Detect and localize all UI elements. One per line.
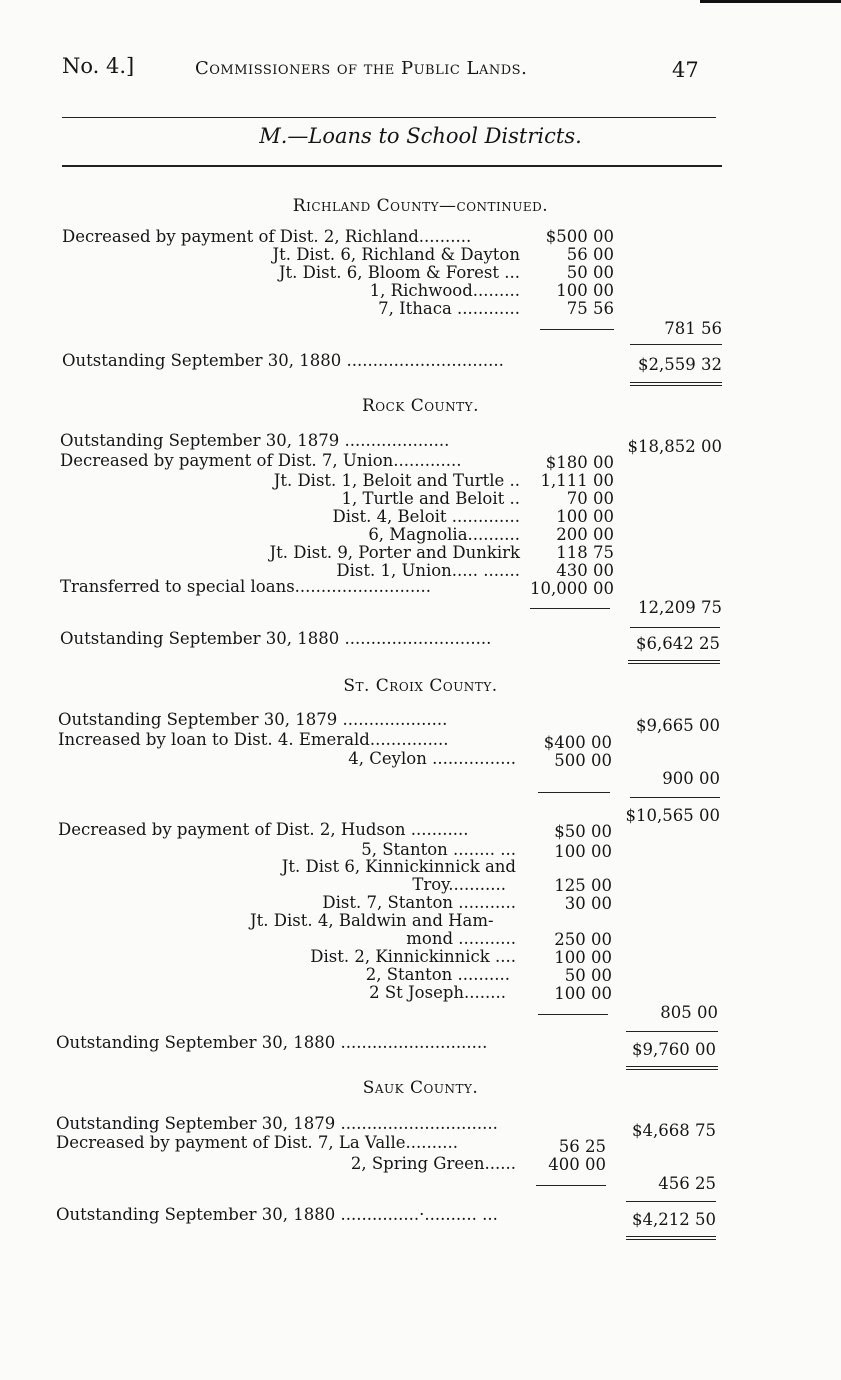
header-rule (62, 117, 716, 118)
rock-line-amount: 200 00 (556, 525, 614, 544)
sauk-line-label: 2, Spring Green...... (350, 1154, 516, 1173)
rock-line-amount: 1,111 00 (540, 471, 614, 490)
rock-outstanding-amount: $6,642 25 (636, 634, 720, 653)
section-title: M.—Loans to School Districts. (259, 124, 582, 148)
total-rule (626, 1201, 716, 1202)
sauk-outstanding-label: Outstanding September 30, 1880 ...............·.......... ... (56, 1205, 498, 1224)
page-number: 47 (672, 58, 699, 82)
stcroix-decrease-amount: 50 00 (564, 966, 612, 985)
richland-line-label: 7, Ithaca ............ (378, 299, 520, 318)
total-rule (626, 1031, 718, 1032)
sauk-line-amount: 56 25 (558, 1137, 606, 1156)
rock-subtotal: 12,209 75 (638, 598, 722, 617)
subtotal-rule (538, 792, 610, 793)
rock-opening-label: Outstanding September 30, 1879 .................... (60, 431, 450, 450)
title-rule (62, 165, 722, 167)
stcroix-increase-label: 4, Ceylon ................ (348, 749, 516, 768)
sauk-line-amount: 400 00 (548, 1155, 606, 1174)
double-rule (626, 1236, 716, 1240)
double-rule (630, 382, 722, 386)
county-heading-sauk: Sauk County. (362, 1078, 479, 1098)
richland-line-amount: 75 56 (566, 299, 614, 318)
county-heading-rock: Rock County. (362, 396, 479, 416)
county-heading-richland: Richland County—continued. (292, 196, 549, 216)
stcroix-decrease-label: Decreased by payment of Dist. 2, Hudson ........... (58, 820, 469, 839)
stcroix-decrease-total: 805 00 (660, 1003, 718, 1022)
sauk-opening-amount: $4,668 75 (632, 1121, 716, 1140)
double-rule (626, 1066, 718, 1070)
richland-line-amount: $500 00 (545, 227, 614, 246)
rock-line-amount: 430 00 (556, 561, 614, 580)
stcroix-decrease-amount: 100 00 (554, 842, 612, 861)
stcroix-decrease-amount: 125 00 (554, 876, 612, 895)
richland-line-label: 1, Richwood......... (369, 281, 520, 300)
richland-line-amount: 56 00 (566, 245, 614, 264)
subtotal-rule (536, 1185, 606, 1186)
stcroix-decrease-label: mond ........... (406, 929, 516, 948)
rock-line-amount: 70 00 (566, 489, 614, 508)
richland-outstanding-label: Outstanding September 30, 1880 .............................. (62, 351, 504, 370)
rock-line-label: Transferred to special loans.......................... (60, 577, 432, 596)
stcroix-increase-total: 900 00 (662, 769, 720, 788)
sauk-line-label: Decreased by payment of Dist. 7, La Valle.......... (56, 1133, 458, 1152)
stcroix-decrease-amount: 30 00 (564, 894, 612, 913)
stcroix-outstanding-label: Outstanding September 30, 1880 ............................ (56, 1033, 488, 1052)
stcroix-decrease-label: 5, Stanton ........ ... (361, 840, 516, 859)
rock-line-label: 6, Magnolia.......... (368, 525, 520, 544)
stcroix-decrease-amount: 100 00 (554, 984, 612, 1003)
stcroix-outstanding-amount: $9,760 00 (632, 1040, 716, 1059)
rock-line-label: Dist. 1, Union..... ....... (336, 561, 520, 580)
sauk-subtotal: 456 25 (658, 1174, 716, 1193)
subtotal-rule (540, 329, 614, 330)
rock-line-amount: 100 00 (556, 507, 614, 526)
subtotal-rule (538, 1014, 608, 1015)
rock-line-amount: 10,000 00 (530, 579, 614, 598)
top-edge-rule (700, 0, 841, 3)
stcroix-decrease-label: 2, Stanton .......... (365, 965, 510, 984)
richland-line-amount: 100 00 (556, 281, 614, 300)
subtotal-rule (530, 608, 610, 609)
stcroix-running-total: $10,565 00 (625, 806, 720, 825)
total-rule (630, 344, 722, 345)
stcroix-increase-label: Increased by loan to Dist. 4. Emerald............... (58, 730, 449, 749)
double-rule (628, 660, 720, 664)
total-rule (630, 797, 720, 798)
richland-line-label: Jt. Dist. 6, Richland & Dayton (272, 245, 520, 264)
stcroix-increase-amount: $400 00 (543, 733, 612, 752)
rock-line-label: Dist. 4, Beloit ............. (332, 507, 520, 526)
stcroix-decrease-amount: 100 00 (554, 948, 612, 967)
rock-opening-amount: $18,852 00 (627, 437, 722, 456)
sauk-opening-label: Outstanding September 30, 1879 .............................. (56, 1114, 498, 1133)
richland-line-label: Jt. Dist. 6, Bloom & Forest ... (278, 263, 520, 282)
rock-line-label: Jt. Dist. 9, Porter and Dunkirk (269, 543, 520, 562)
richland-line-amount: 50 00 (566, 263, 614, 282)
rock-line-label: 1, Turtle and Beloit .. (341, 489, 520, 508)
rock-line-amount: 118 75 (556, 543, 614, 562)
richland-subtotal: 781 56 (664, 319, 722, 338)
richland-outstanding-amount: $2,559 32 (638, 355, 722, 374)
stcroix-decrease-label: Troy........... (412, 875, 506, 894)
richland-line-label: Decreased by payment of Dist. 2, Richland.......... (62, 227, 472, 246)
county-heading-st-croix: St. Croix County. (343, 676, 498, 696)
running-head: Commissioners of the Public Lands. (195, 58, 528, 79)
stcroix-decrease-label: Dist. 2, Kinnickinnick .... (310, 947, 516, 966)
stcroix-decrease-label: 2 St Joseph........ (369, 983, 506, 1002)
rock-line-label: Jt. Dist. 1, Beloit and Turtle .. (273, 471, 520, 490)
stcroix-opening-label: Outstanding September 30, 1879 .................... (58, 710, 448, 729)
rock-outstanding-label: Outstanding September 30, 1880 ............................ (60, 629, 492, 648)
total-rule (630, 627, 720, 628)
stcroix-decrease-label: Jt. Dist 6, Kinnickinnick and (281, 857, 516, 876)
stcroix-opening-amount: $9,665 00 (636, 716, 720, 735)
stcroix-decrease-label: Dist. 7, Stanton ........... (322, 893, 516, 912)
rock-line-amount: $180 00 (545, 453, 614, 472)
stcroix-decrease-amount: 250 00 (554, 930, 612, 949)
stcroix-decrease-amount: $50 00 (554, 822, 612, 841)
rock-line-label: Decreased by payment of Dist. 7, Union............. (60, 451, 462, 470)
sauk-outstanding-amount: $4,212 50 (632, 1210, 716, 1229)
stcroix-decrease-label: Jt. Dist. 4, Baldwin and Ham- (250, 911, 494, 930)
stcroix-increase-amount: 500 00 (554, 751, 612, 770)
document-number: No. 4.] (62, 54, 135, 78)
